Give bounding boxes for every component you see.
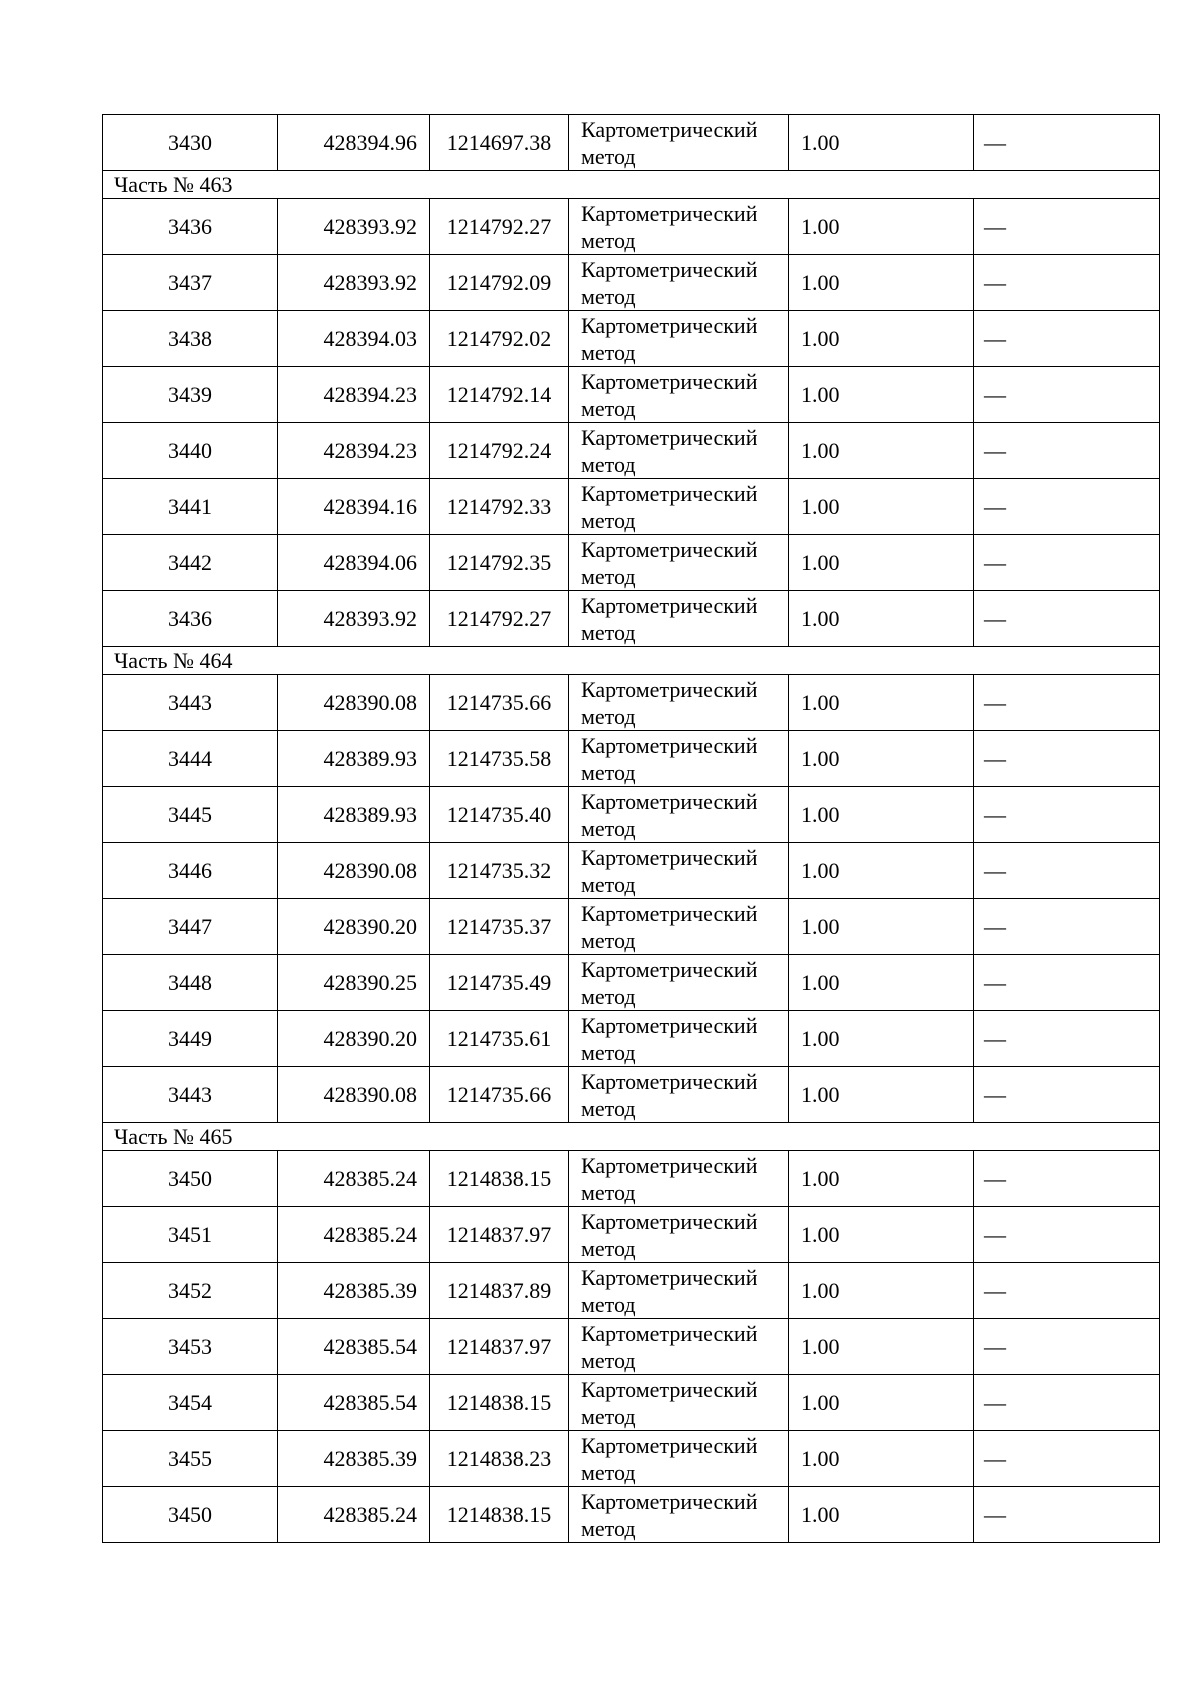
point-number-cell: 3452 [103,1263,278,1319]
x-coordinate-cell: 428385.24 [278,1151,430,1207]
y-coordinate-cell: 1214837.89 [430,1263,569,1319]
method-text-line1: Картометрический [581,116,758,142]
precision-cell: 1.00 [789,1263,974,1319]
table-row [103,255,1160,311]
precision-cell: 1.00 [789,731,974,787]
table-row [103,1487,1160,1543]
y-coordinate-cell: 1214735.40 [430,787,569,843]
method-text-line2: метод [581,283,636,309]
method-cell [569,479,789,535]
precision-cell: 1.00 [789,1207,974,1263]
precision-cell: 1.00 [789,787,974,843]
y-coordinate-cell: 1214735.32 [430,843,569,899]
precision-cell: 1.00 [789,1067,974,1123]
y-coordinate-cell: 1214792.35 [430,535,569,591]
method-cell [569,1319,789,1375]
y-coordinate-cell: 1214838.15 [430,1375,569,1431]
x-coordinate-cell: 428394.23 [278,423,430,479]
x-coordinate-cell: 428385.54 [278,1375,430,1431]
description-cell: — [974,1263,1160,1319]
x-coordinate-cell: 428390.08 [278,1067,430,1123]
precision-cell: 1.00 [789,1487,974,1543]
description-cell: — [974,899,1160,955]
y-coordinate-cell: 1214792.02 [430,311,569,367]
description-cell: — [974,367,1160,423]
x-coordinate-cell: 428390.08 [278,843,430,899]
y-coordinate-cell: 1214837.97 [430,1319,569,1375]
method-text-line2: метод [581,1459,636,1485]
x-coordinate-cell: 428390.25 [278,955,430,1011]
method-cell [569,1067,789,1123]
method-cell [569,1207,789,1263]
method-text-line1: Картометрический [581,900,758,926]
method-text-line1: Картометрический [581,1320,758,1346]
description-cell: — [974,311,1160,367]
description-cell: — [974,591,1160,647]
precision-cell: 1.00 [789,199,974,255]
description-cell: — [974,479,1160,535]
x-coordinate-cell: 428385.39 [278,1431,430,1487]
method-text-line2: метод [581,563,636,589]
method-cell [569,675,789,731]
point-number-cell: 3454 [103,1375,278,1431]
method-text-line2: метод [581,759,636,785]
table-row [103,955,1160,1011]
point-number-cell: 3451 [103,1207,278,1263]
method-cell [569,255,789,311]
method-text-line2: метод [581,703,636,729]
method-text-line1: Картометрический [581,1068,758,1094]
method-cell [569,1263,789,1319]
y-coordinate-cell: 1214735.58 [430,731,569,787]
point-number-cell: 3440 [103,423,278,479]
description-cell: — [974,843,1160,899]
part-label: Часть № 464 [103,647,1160,675]
method-text-line1: Картометрический [581,732,758,758]
method-text-line2: метод [581,619,636,645]
point-number-cell: 3441 [103,479,278,535]
precision-cell: 1.00 [789,115,974,171]
x-coordinate-cell: 428393.92 [278,199,430,255]
y-coordinate-cell: 1214838.23 [430,1431,569,1487]
description-cell: — [974,255,1160,311]
x-coordinate-cell: 428394.03 [278,311,430,367]
precision-cell: 1.00 [789,535,974,591]
y-coordinate-cell: 1214837.97 [430,1207,569,1263]
description-cell: — [974,955,1160,1011]
table-row [103,423,1160,479]
method-cell [569,423,789,479]
description-cell: — [974,199,1160,255]
table-row [103,591,1160,647]
description-cell: — [974,731,1160,787]
part-label: Часть № 463 [103,171,1160,199]
table-row [103,367,1160,423]
precision-cell: 1.00 [789,255,974,311]
table-row [103,1151,1160,1207]
description-cell: — [974,1207,1160,1263]
precision-cell: 1.00 [789,1151,974,1207]
description-cell: — [974,1011,1160,1067]
method-text-line1: Картометрический [581,1376,758,1402]
method-text-line2: метод [581,983,636,1009]
table-row [103,843,1160,899]
point-number-cell: 3437 [103,255,278,311]
description-cell: — [974,1151,1160,1207]
table-row [103,1067,1160,1123]
point-number-cell: 3442 [103,535,278,591]
method-cell [569,1375,789,1431]
method-cell [569,199,789,255]
method-text-line2: метод [581,339,636,365]
description-cell: — [974,115,1160,171]
method-text-line1: Картометрический [581,368,758,394]
method-text-line2: метод [581,1179,636,1205]
table-row [103,115,1160,171]
point-number-cell: 3443 [103,1067,278,1123]
method-text-line2: метод [581,1403,636,1429]
description-cell: — [974,1375,1160,1431]
method-text-line2: метод [581,395,636,421]
method-text-line1: Картометрический [581,1012,758,1038]
table-row [103,199,1160,255]
table-row [103,479,1160,535]
method-text-line2: метод [581,1235,636,1261]
method-cell [569,1487,789,1543]
precision-cell: 1.00 [789,591,974,647]
table-row [103,1207,1160,1263]
method-text-line2: метод [581,507,636,533]
precision-cell: 1.00 [789,1011,974,1067]
table-row [103,1319,1160,1375]
method-text-line2: метод [581,1347,636,1373]
y-coordinate-cell: 1214838.15 [430,1487,569,1543]
x-coordinate-cell: 428389.93 [278,731,430,787]
method-cell [569,843,789,899]
point-number-cell: 3450 [103,1151,278,1207]
method-text-line1: Картометрический [581,1432,758,1458]
point-number-cell: 3444 [103,731,278,787]
method-cell [569,731,789,787]
method-text-line2: метод [581,451,636,477]
table-row [103,731,1160,787]
method-text-line2: метод [581,143,636,169]
point-number-cell: 3430 [103,115,278,171]
method-cell [569,591,789,647]
method-cell [569,311,789,367]
precision-cell: 1.00 [789,1431,974,1487]
point-number-cell: 3450 [103,1487,278,1543]
point-number-cell: 3445 [103,787,278,843]
method-text-line1: Картометрический [581,1264,758,1290]
point-number-cell: 3453 [103,1319,278,1375]
method-text-line1: Картометрический [581,844,758,870]
precision-cell: 1.00 [789,955,974,1011]
method-text-line1: Картометрический [581,536,758,562]
x-coordinate-cell: 428393.92 [278,591,430,647]
x-coordinate-cell: 428394.16 [278,479,430,535]
method-text-line1: Картометрический [581,424,758,450]
table-row [103,1011,1160,1067]
method-cell [569,787,789,843]
table-row [103,535,1160,591]
y-coordinate-cell: 1214792.27 [430,591,569,647]
method-text-line1: Картометрический [581,676,758,702]
y-coordinate-cell: 1214792.09 [430,255,569,311]
y-coordinate-cell: 1214792.27 [430,199,569,255]
method-cell [569,1011,789,1067]
method-text-line1: Картометрический [581,592,758,618]
x-coordinate-cell: 428385.54 [278,1319,430,1375]
description-cell: — [974,1431,1160,1487]
precision-cell: 1.00 [789,367,974,423]
coordinates-table-body [103,115,1160,1543]
point-number-cell: 3436 [103,591,278,647]
method-cell [569,899,789,955]
point-number-cell: 3449 [103,1011,278,1067]
description-cell: — [974,787,1160,843]
precision-cell: 1.00 [789,843,974,899]
point-number-cell: 3447 [103,899,278,955]
x-coordinate-cell: 428390.20 [278,1011,430,1067]
method-text-line2: метод [581,815,636,841]
y-coordinate-cell: 1214697.38 [430,115,569,171]
table-row [103,1263,1160,1319]
table-row [103,1375,1160,1431]
x-coordinate-cell: 428394.06 [278,535,430,591]
method-text-line2: метод [581,927,636,953]
description-cell: — [974,535,1160,591]
method-cell [569,115,789,171]
precision-cell: 1.00 [789,479,974,535]
y-coordinate-cell: 1214735.66 [430,675,569,731]
precision-cell: 1.00 [789,675,974,731]
point-number-cell: 3455 [103,1431,278,1487]
x-coordinate-cell: 428393.92 [278,255,430,311]
table-row [103,675,1160,731]
x-coordinate-cell: 428385.24 [278,1487,430,1543]
y-coordinate-cell: 1214838.15 [430,1151,569,1207]
x-coordinate-cell: 428390.20 [278,899,430,955]
point-number-cell: 3446 [103,843,278,899]
description-cell: — [974,423,1160,479]
method-cell [569,955,789,1011]
part-label: Часть № 465 [103,1123,1160,1151]
method-text-line1: Картометрический [581,1488,758,1514]
description-cell: — [974,675,1160,731]
part-header-row [103,1123,1160,1151]
precision-cell: 1.00 [789,1375,974,1431]
x-coordinate-cell: 428390.08 [278,675,430,731]
y-coordinate-cell: 1214735.37 [430,899,569,955]
method-cell [569,367,789,423]
method-cell [569,1151,789,1207]
method-text-line1: Картометрический [581,312,758,338]
method-text-line2: метод [581,227,636,253]
table-row [103,899,1160,955]
description-cell: — [974,1487,1160,1543]
description-cell: — [974,1067,1160,1123]
y-coordinate-cell: 1214735.61 [430,1011,569,1067]
point-number-cell: 3436 [103,199,278,255]
y-coordinate-cell: 1214792.14 [430,367,569,423]
description-cell: — [974,1319,1160,1375]
method-text-line2: метод [581,1515,636,1541]
y-coordinate-cell: 1214735.66 [430,1067,569,1123]
table-row [103,1431,1160,1487]
coordinates-table [102,114,1160,1543]
point-number-cell: 3438 [103,311,278,367]
x-coordinate-cell: 428385.24 [278,1207,430,1263]
y-coordinate-cell: 1214792.24 [430,423,569,479]
method-text-line1: Картометрический [581,256,758,282]
method-text-line2: метод [581,1095,636,1121]
y-coordinate-cell: 1214735.49 [430,955,569,1011]
method-text-line1: Картометрический [581,480,758,506]
table-row [103,787,1160,843]
method-text-line1: Картометрический [581,1208,758,1234]
method-text-line1: Картометрический [581,956,758,982]
y-coordinate-cell: 1214792.33 [430,479,569,535]
precision-cell: 1.00 [789,1319,974,1375]
part-header-row [103,171,1160,199]
method-text-line2: метод [581,1039,636,1065]
point-number-cell: 3439 [103,367,278,423]
precision-cell: 1.00 [789,423,974,479]
method-text-line1: Картометрический [581,788,758,814]
part-header-row [103,647,1160,675]
method-cell [569,535,789,591]
x-coordinate-cell: 428389.93 [278,787,430,843]
method-cell [569,1431,789,1487]
method-text-line1: Картометрический [581,1152,758,1178]
table-row [103,311,1160,367]
precision-cell: 1.00 [789,899,974,955]
x-coordinate-cell: 428394.23 [278,367,430,423]
precision-cell: 1.00 [789,311,974,367]
point-number-cell: 3448 [103,955,278,1011]
method-text-line1: Картометрический [581,200,758,226]
x-coordinate-cell: 428385.39 [278,1263,430,1319]
method-text-line2: метод [581,1291,636,1317]
method-text-line2: метод [581,871,636,897]
point-number-cell: 3443 [103,675,278,731]
x-coordinate-cell: 428394.96 [278,115,430,171]
